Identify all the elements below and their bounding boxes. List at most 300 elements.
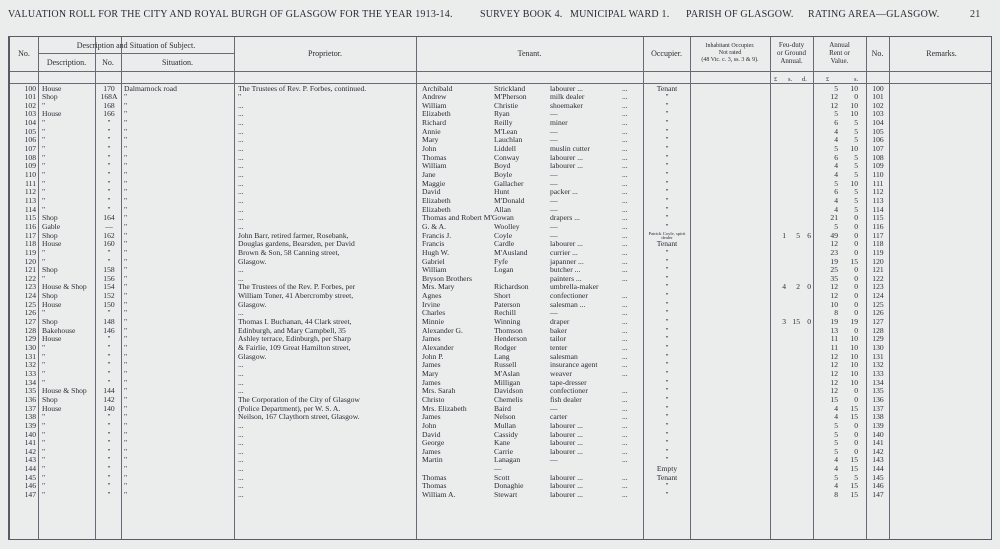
- row-number: 136: [24, 394, 36, 404]
- row-dots: ...: [622, 299, 628, 309]
- row-rent-pounds: 8: [834, 308, 838, 318]
- row-rent-shillings: 0: [854, 230, 858, 240]
- row-trade: tenter: [550, 343, 568, 352]
- page-number: 21: [970, 9, 981, 20]
- row-street-number: ": [107, 446, 111, 456]
- row-number-right: 128: [872, 325, 884, 335]
- row-occupier: ": [665, 170, 669, 179]
- row-number-right: 146: [872, 481, 884, 491]
- row-proprietor: ...: [238, 438, 244, 448]
- row-tenant-last: Lang: [494, 351, 510, 361]
- row-situation: ": [124, 403, 128, 413]
- row-tenant-first: Gabriel: [422, 256, 445, 266]
- row-street-number: ": [107, 412, 111, 422]
- row-situation: ": [124, 144, 128, 154]
- row-tenant-last: Thomson: [494, 325, 523, 335]
- row-tenant-last: Richardson: [494, 282, 529, 292]
- row-tenant-last: Nelson: [494, 412, 516, 422]
- row-proprietor: ...: [238, 464, 244, 474]
- row-rent-pounds: 12: [830, 351, 838, 361]
- row-occupier: ": [665, 126, 669, 136]
- row-rent-pounds: 5: [834, 109, 838, 119]
- row-situation: ": [124, 221, 128, 231]
- municipal-ward: MUNICIPAL WARD 1.: [570, 9, 670, 20]
- row-occupier: ": [665, 144, 669, 154]
- row-tenant-last: Strickland: [494, 83, 526, 93]
- row-proprietor: ...: [238, 126, 244, 136]
- row-number: 133: [24, 368, 36, 378]
- row-tenant-first: Charles: [422, 308, 446, 318]
- row-rent-shillings: 0: [854, 247, 858, 257]
- row-trade: —: [550, 126, 558, 136]
- row-rent-shillings: 0: [854, 273, 858, 283]
- row-proprietor: Ashley terrace, Edinburgh, per Sharp: [238, 334, 351, 344]
- row-occupier: ": [665, 343, 669, 352]
- row-occupier: Empty: [656, 464, 678, 474]
- row-number-right: 142: [872, 446, 884, 456]
- row-street-number: ": [107, 126, 111, 136]
- row-description: ": [42, 438, 46, 448]
- row-rent-shillings: 5: [854, 135, 858, 145]
- row-trade: labourer ...: [550, 490, 583, 500]
- row-number-right: 136: [872, 394, 884, 404]
- row-tenant-first: John: [422, 420, 437, 430]
- row-occupier: ": [665, 265, 669, 275]
- row-description: ": [42, 472, 46, 482]
- row-number: 100: [24, 83, 36, 93]
- row-proprietor: ": [238, 92, 242, 102]
- row-rent-pounds: 4: [834, 170, 838, 179]
- row-rent-pounds: 11: [830, 343, 838, 352]
- row-tenant-first: William: [422, 161, 447, 171]
- row-trade: baker: [550, 325, 567, 335]
- row-feu-shillings: 5: [796, 230, 800, 240]
- row-description: House: [42, 403, 62, 413]
- row-number: 114: [24, 204, 36, 214]
- row-rent-shillings: 0: [854, 239, 858, 249]
- row-occupier: ": [665, 291, 669, 301]
- row-tenant-first: John P.: [422, 351, 444, 361]
- row-tenant-last: Lanagan: [494, 455, 521, 465]
- row-dots: ...: [622, 247, 628, 257]
- row-rent-pounds: 35: [830, 273, 838, 283]
- row-situation: ": [124, 178, 128, 188]
- row-description: House: [42, 299, 62, 309]
- row-situation: ": [124, 118, 128, 128]
- row-occupier: ": [665, 256, 669, 266]
- row-tenant-first: William: [422, 265, 447, 275]
- row-number-right: 118: [872, 239, 884, 249]
- row-number-right: 125: [872, 299, 884, 309]
- row-situation: ": [124, 446, 128, 456]
- row-tenant-first: Alexander G.: [422, 325, 463, 335]
- row-street-number: ": [107, 195, 111, 205]
- row-tenant-first: Christo: [422, 394, 445, 404]
- row-situation: ": [124, 230, 128, 240]
- row-trade: —: [550, 403, 558, 413]
- row-street-number: ": [107, 377, 111, 387]
- feu-unit-shilling: s.: [788, 76, 793, 83]
- row-dots: ...: [622, 490, 628, 500]
- row-tenant-last: Mullan: [494, 420, 516, 430]
- row-tenant-first: Irvine: [422, 299, 441, 309]
- row-occupier: ": [665, 118, 669, 128]
- row-number: 120: [24, 256, 36, 266]
- row-situation: ": [124, 429, 128, 439]
- row-proprietor: John Barr, retired farmer, Rosebank,: [238, 230, 349, 240]
- row-situation: ": [124, 394, 128, 404]
- row-proprietor: ...: [238, 144, 244, 154]
- row-situation: ": [124, 299, 128, 309]
- row-street-number: 170: [103, 83, 115, 93]
- row-situation: ": [124, 377, 128, 387]
- row-rent-pounds: 5: [834, 420, 838, 430]
- row-proprietor: ...: [238, 221, 244, 231]
- row-trade: packer ...: [550, 187, 578, 197]
- row-tenant-last: Allan: [494, 204, 511, 214]
- row-occupier: Tenant: [656, 472, 678, 482]
- row-number-right: 120: [872, 256, 884, 266]
- row-number: 131: [24, 351, 36, 361]
- row-number-right: 139: [872, 420, 884, 430]
- row-rent-shillings: 0: [854, 438, 858, 448]
- row-dots: ...: [622, 429, 628, 439]
- row-rent-pounds: 12: [830, 360, 838, 370]
- row-description: ": [42, 170, 46, 179]
- row-proprietor: ...: [238, 490, 244, 500]
- row-tenant-first: Jane: [422, 170, 436, 179]
- row-description: House: [42, 239, 62, 249]
- row-trade: labourer ...: [550, 438, 583, 448]
- row-street-number: ": [107, 152, 111, 162]
- row-trade: —: [550, 178, 558, 188]
- col-tenant: Tenant.: [517, 49, 542, 58]
- row-dots: ...: [622, 221, 628, 231]
- row-number: 103: [24, 109, 36, 119]
- row-rent-pounds: 4: [834, 412, 838, 422]
- row-occupier: ": [665, 420, 669, 430]
- row-number-right: 104: [872, 118, 884, 128]
- row-trade: labourer ...: [550, 239, 583, 249]
- row-tenant-first: Annie: [422, 126, 441, 136]
- row-dots: ...: [622, 412, 628, 422]
- row-description: ": [42, 247, 46, 257]
- row-occupier: ": [665, 455, 669, 465]
- row-tenant-last: Reilly: [494, 118, 513, 128]
- row-number-right: 138: [872, 412, 884, 422]
- row-rent-shillings: 0: [854, 92, 858, 102]
- row-trade: labourer ...: [550, 472, 583, 482]
- row-dots: ...: [622, 230, 628, 240]
- row-feu-pence: 0: [807, 282, 811, 292]
- row-number: 101: [24, 92, 36, 102]
- row-situation: ": [124, 273, 128, 283]
- row-number: 132: [24, 360, 36, 370]
- row-tenant-last: Stewart: [494, 490, 518, 500]
- row-rent-pounds: 12: [830, 368, 838, 378]
- row-dots: ...: [622, 109, 628, 119]
- row-rent-pounds: 8: [834, 490, 838, 500]
- row-dots: ...: [622, 360, 628, 370]
- row-situation: ": [124, 343, 128, 352]
- row-rent-shillings: 0: [854, 394, 858, 404]
- row-situation: ": [124, 265, 128, 275]
- row-number-right: 114: [872, 204, 884, 214]
- row-occupier: ": [665, 135, 669, 145]
- row-tenant-first: G. & A.: [422, 221, 447, 231]
- row-occupier: ": [665, 221, 669, 231]
- col-inhabitant: Inhabitant Occupier. Not rated (48 Vic. c. 3, ss. 3 & 9).: [701, 43, 759, 63]
- row-dots: ...: [622, 394, 628, 404]
- row-occupier: Tenant: [656, 239, 678, 249]
- row-number: 138: [24, 412, 36, 422]
- row-street-number: ": [107, 118, 111, 128]
- row-rent-shillings: 10: [850, 100, 858, 110]
- row-tenant-first: James: [422, 446, 441, 456]
- row-number: 112: [24, 187, 36, 197]
- row-dots: ...: [622, 386, 628, 396]
- row-rent-shillings: 10: [850, 178, 858, 188]
- row-proprietor: The Trustees of Rev. P. Forbes, continued.: [238, 83, 367, 93]
- row-occupier: ": [665, 161, 669, 171]
- row-tenant-last: Russell: [494, 360, 517, 370]
- row-dots: ...: [622, 152, 628, 162]
- row-proprietor: ...: [238, 204, 244, 214]
- row-occupier: ": [665, 412, 669, 422]
- row-number-right: 145: [872, 472, 884, 482]
- row-rent-pounds: 12: [830, 239, 838, 249]
- row-number: 122: [24, 273, 36, 283]
- row-number: 117: [24, 230, 36, 240]
- row-tenant-last: M'Donald: [494, 195, 525, 205]
- row-street-number: ": [107, 343, 111, 352]
- row-tenant-last: Ryan: [494, 109, 510, 119]
- row-proprietor: Douglas gardens, Bearsden, per David: [238, 239, 355, 249]
- row-trade: —: [550, 109, 558, 119]
- row-rent-pounds: 4: [834, 135, 838, 145]
- row-situation: ": [124, 282, 128, 292]
- row-street-number: ": [107, 472, 111, 482]
- row-tenant-last: Logan: [494, 265, 514, 275]
- row-description: Shop: [42, 230, 58, 240]
- row-proprietor: ...: [238, 195, 244, 205]
- row-rent-pounds: 23: [830, 247, 838, 257]
- row-tenant-first: James: [422, 412, 441, 422]
- row-street-number: ": [107, 178, 111, 188]
- row-street-number: 146: [103, 325, 115, 335]
- row-situation: ": [124, 100, 128, 110]
- row-tenant-last: Milligan: [494, 377, 521, 387]
- row-proprietor: ...: [238, 178, 244, 188]
- row-proprietor: ...: [238, 187, 244, 197]
- row-number-right: 111: [872, 178, 884, 188]
- row-trade: —: [550, 170, 558, 179]
- row-street-number: 144: [103, 386, 115, 396]
- row-situation: ": [124, 490, 128, 500]
- row-tenant-last: M'Pherson: [494, 92, 527, 102]
- row-tenant-first: Bryson Brothers: [422, 273, 472, 283]
- row-tenant-last: Boyd: [494, 161, 511, 171]
- row-street-number: 150: [103, 299, 115, 309]
- row-number: 142: [24, 446, 36, 456]
- row-proprietor: ...: [238, 360, 244, 370]
- row-occupier: ": [665, 187, 669, 197]
- row-dots: ...: [622, 195, 628, 205]
- row-rent-pounds: 4: [834, 464, 838, 474]
- row-description: Shop: [42, 92, 58, 102]
- row-proprietor: ...: [238, 386, 244, 396]
- row-rent-shillings: 0: [854, 291, 858, 301]
- roll-title: VALUATION ROLL FOR THE CITY AND ROYAL BURGH OF GLASGOW FOR THE YEAR 1913-14.: [8, 9, 453, 20]
- row-description: Shop: [42, 213, 58, 223]
- row-trade: insurance agent: [550, 360, 598, 370]
- row-situation: ": [124, 438, 128, 448]
- parish: PARISH OF GLASGOW.: [686, 9, 794, 20]
- row-rent-pounds: 5: [834, 178, 838, 188]
- row-number-right: 108: [872, 152, 884, 162]
- row-street-number: ": [107, 161, 111, 171]
- row-rent-shillings: 10: [850, 360, 858, 370]
- row-rent-shillings: 10: [850, 83, 858, 93]
- row-occupier: ": [665, 481, 669, 491]
- row-number-right: 103: [872, 109, 884, 119]
- row-number: 106: [24, 135, 36, 145]
- row-tenant-first: George: [422, 438, 445, 448]
- row-trade: labourer ...: [550, 420, 583, 430]
- row-rent-pounds: 4: [834, 455, 838, 465]
- row-dots: ...: [622, 438, 628, 448]
- row-description: ": [42, 161, 46, 171]
- row-description: Bakehouse: [42, 325, 76, 335]
- row-proprietor: Glasgow.: [238, 299, 267, 309]
- row-number: 130: [24, 343, 36, 352]
- row-rent-shillings: 0: [854, 282, 858, 292]
- row-situation: ": [124, 213, 128, 223]
- row-number-right: 147: [872, 490, 884, 500]
- row-tenant-first: Thomas: [422, 472, 447, 482]
- row-occupier: ": [665, 100, 669, 110]
- row-situation: ": [124, 386, 128, 396]
- row-description: House & Shop: [42, 386, 87, 396]
- row-rent-pounds: 19: [830, 317, 838, 327]
- row-description: ": [42, 126, 46, 136]
- row-tenant-first: Thomas: [422, 152, 447, 162]
- row-tenant-last: M'Ausland: [494, 247, 528, 257]
- row-proprietor: & Fairlie, 109 Great Hamilton street,: [238, 343, 351, 352]
- row-rent-shillings: 5: [854, 472, 858, 482]
- row-tenant-last: Liddell: [494, 144, 516, 154]
- row-tenant-first: Mary: [422, 135, 439, 145]
- row-street-number: ": [107, 247, 111, 257]
- row-rent-shillings: 15: [850, 464, 858, 474]
- row-street-number: 152: [103, 291, 115, 301]
- row-rent-pounds: 4: [834, 195, 838, 205]
- row-street-number: ": [107, 256, 111, 266]
- row-proprietor: ...: [238, 118, 244, 128]
- row-street-number: 166: [103, 109, 115, 119]
- row-number: 107: [24, 144, 36, 154]
- row-number: 109: [24, 161, 36, 171]
- row-tenant-last: Rechill: [494, 308, 516, 318]
- row-number: 137: [24, 403, 36, 413]
- row-occupier: ": [665, 109, 669, 119]
- row-tenant-first: Elizabeth: [422, 204, 451, 214]
- row-description: Shop: [42, 265, 58, 275]
- row-number: 108: [24, 152, 36, 162]
- row-trade: labourer ...: [550, 152, 583, 162]
- row-trade: salesman ...: [550, 299, 586, 309]
- row-tenant-first: John: [422, 144, 437, 154]
- row-occupier: ": [665, 325, 669, 335]
- row-trade: japanner ...: [550, 256, 584, 266]
- row-occupier: ": [665, 386, 669, 396]
- row-tenant-last: Henderson: [494, 334, 527, 344]
- row-tenant-first: Mrs. Sarah: [422, 386, 456, 396]
- col-feu-duty: Feu-duty or Ground Annual.: [777, 41, 806, 65]
- row-rent-shillings: 5: [854, 187, 858, 197]
- row-situation: ": [124, 308, 128, 318]
- row-trade: draper: [550, 317, 570, 327]
- row-proprietor: ...: [238, 472, 244, 482]
- row-number-right: 144: [872, 464, 884, 474]
- row-street-number: ": [107, 187, 111, 197]
- row-proprietor: William Toner, 41 Abercromby street,: [238, 291, 354, 301]
- row-description: ": [42, 204, 46, 214]
- row-street-number: ": [107, 368, 111, 378]
- row-trade: carter: [550, 412, 568, 422]
- row-dots: ...: [622, 351, 628, 361]
- row-description: House & Shop: [42, 282, 87, 292]
- row-rent-pounds: 4: [834, 481, 838, 491]
- row-dots: ...: [622, 144, 628, 154]
- row-situation: ": [124, 152, 128, 162]
- row-street-number: ": [107, 351, 111, 361]
- row-rent-shillings: 0: [854, 213, 858, 223]
- row-rent-pounds: 4: [834, 161, 838, 171]
- row-number: 110: [24, 170, 36, 179]
- row-dots: ...: [622, 135, 628, 145]
- row-tenant-first: James: [422, 334, 441, 344]
- row-dots: ...: [622, 256, 628, 266]
- row-tenant-last: Conway: [494, 152, 520, 162]
- row-rent-pounds: 19: [830, 256, 838, 266]
- row-proprietor: ...: [238, 377, 244, 387]
- row-proprietor: Glasgow.: [238, 256, 267, 266]
- row-description: ": [42, 343, 46, 352]
- row-rent-shillings: 10: [850, 144, 858, 154]
- row-tenant-last: Cardle: [494, 239, 515, 249]
- row-rent-pounds: 12: [830, 282, 838, 292]
- rent-unit-pound: £: [826, 76, 830, 83]
- row-number-right: 100: [872, 83, 884, 93]
- row-description: ": [42, 178, 46, 188]
- row-occupier: ": [665, 299, 669, 309]
- row-number: 127: [24, 317, 36, 327]
- row-rent-pounds: 11: [830, 334, 838, 344]
- row-street-number: ": [107, 308, 111, 318]
- row-number: 147: [24, 490, 36, 500]
- row-dots: ...: [622, 239, 628, 249]
- row-dots: ...: [622, 481, 628, 491]
- row-occupier: ": [665, 334, 669, 344]
- row-dots: ...: [622, 265, 628, 275]
- row-rent-shillings: 0: [854, 429, 858, 439]
- row-number-right: 135: [872, 386, 884, 396]
- row-description: ": [42, 273, 46, 283]
- row-rent-shillings: 15: [850, 490, 858, 500]
- row-proprietor: ...: [238, 161, 244, 171]
- row-trade: tape-dresser: [550, 377, 587, 387]
